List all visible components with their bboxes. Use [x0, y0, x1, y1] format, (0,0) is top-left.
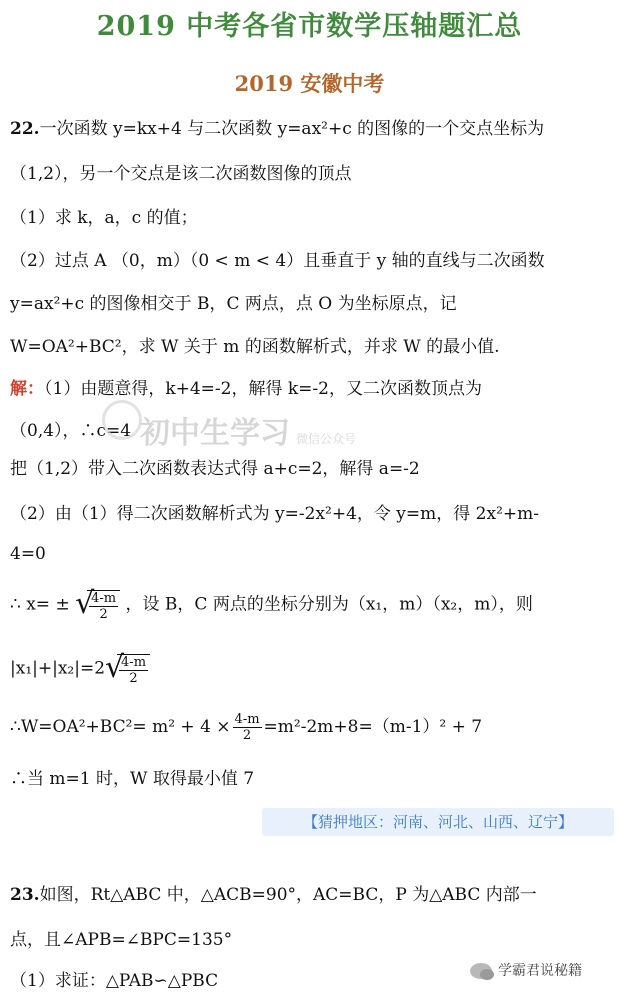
solution-label: 解： — [10, 379, 44, 399]
exam-subtitle: 2019 安徽中考 — [234, 71, 385, 96]
solution-line5: 4=0 — [10, 544, 46, 564]
q22-part1: （1）求 k，a，c 的值； — [10, 208, 198, 228]
q22-part2-line2: y=ax²+c 的图像相交于 B，C 两点，点 O 为坐标原点，记 — [10, 294, 457, 314]
q22-number: 22. — [10, 119, 40, 139]
q23-line1: 23.如图，Rt△ABC 中，△ACB=90°，AC=BC，P 为△ABC 内部一 — [10, 885, 537, 905]
q23-line2: 点，且∠APB=∠BPC=135° — [10, 930, 233, 950]
watermark-logo-icon — [102, 400, 142, 440]
q23-part1: （1）求证：△PAB∽△PBC — [10, 971, 219, 991]
sqrt-fraction: √ $\frac{4-m}{2}$ — [105, 652, 150, 686]
watermark: 初中生学习 微信公众号 — [140, 416, 357, 451]
solution-line4: （2）由（1）得二次函数解析式为 y=-2x²+4，令 y=m，得 2x²+m- — [10, 504, 540, 524]
q22-line1: 22.一次函数 y=kx+4 与二次函数 y=ax²+c 的图像的一个交点坐标为 — [10, 119, 545, 139]
solution-line7: |x₁|+|x₂|=2 √ $\frac{4-m}{2}$ — [10, 652, 150, 686]
region-tag: 【猜押地区：河南、河北、山西、辽宁】 — [262, 808, 614, 836]
solution-line2: （0,4），∴c=4 — [10, 421, 132, 441]
solution-line6: ∴ x= ± √ $\frac{4-m}{2}$ ，设 B，C 两点的坐标分别为（x₁，m）（x₂，m），则 — [10, 586, 533, 622]
solution-line1: 解：（1）由题意得，k+4=-2，解得 k=-2，又二次函数顶点为 — [10, 379, 482, 399]
footer-account: 学霸君说秘籍 — [470, 960, 582, 980]
q22-line2: （1,2），另一个交点是该二次函数图像的顶点 — [10, 164, 352, 184]
solution-line9: ∴当 m=1 时，W 取得最小值 7 — [10, 769, 255, 789]
wechat-icon — [470, 963, 492, 979]
q23-number: 23. — [10, 885, 40, 905]
q22-part2-line3: W=OA²+BC²，求 W 关于 m 的函数解析式，并求 W 的最小值. — [10, 337, 500, 357]
page-title: 2019 中考各省市数学压轴题汇总 — [96, 11, 523, 42]
fraction: $\frac{4-m}{2}$ — [234, 712, 260, 743]
solution-line3: 把（1,2）带入二次函数表达式得 a+c=2，解得 a=-2 — [10, 459, 420, 479]
sqrt-fraction: √ $\frac{4-m}{2}$ — [75, 588, 120, 622]
q22-part2-line1: （2）过点 A （0，m）（0 < m < 4）且垂直于 y 轴的直线与二次函数 — [10, 251, 545, 271]
solution-line8: ∴W=OA²+BC²= m² + 4 × $\frac{4-m}{2}$ =m²-2m+8=（m-1）² + 7 — [10, 712, 483, 743]
